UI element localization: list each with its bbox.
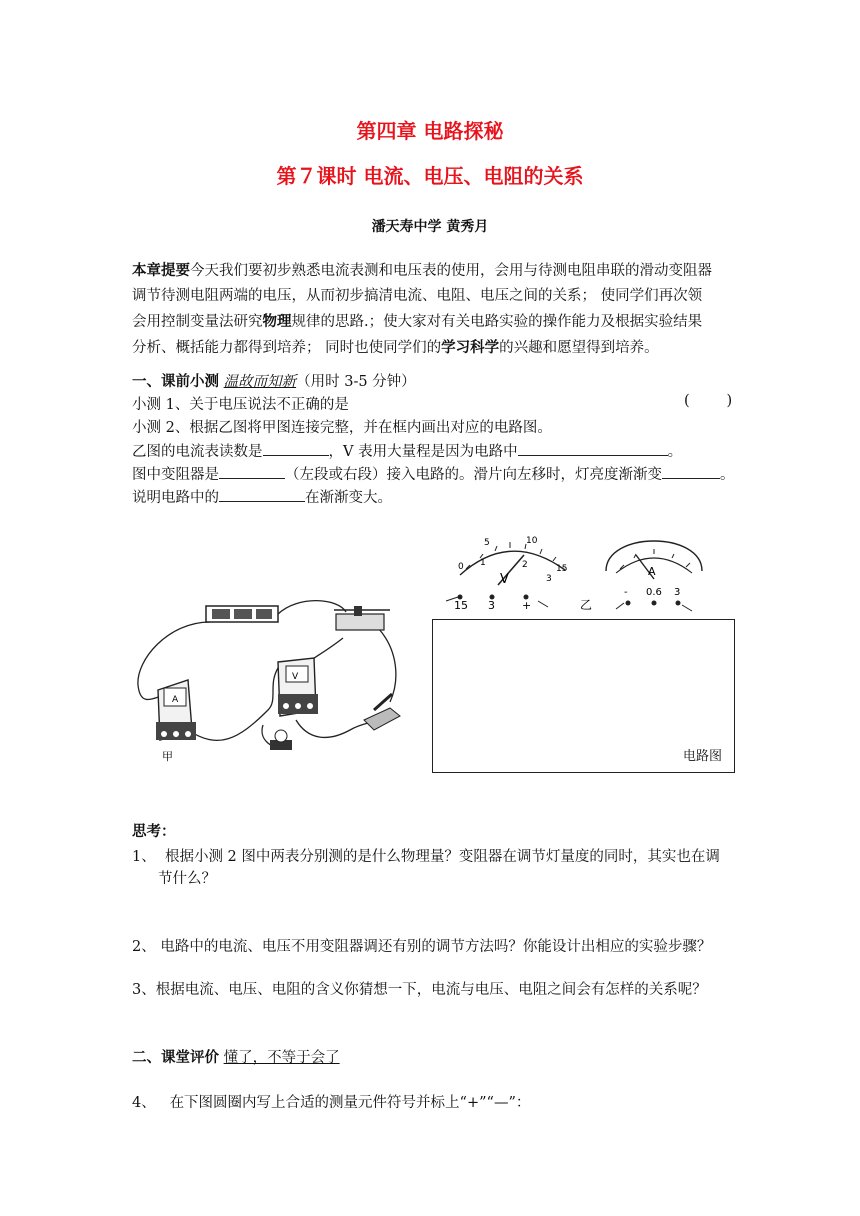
q4-text: 图中变阻器是: [132, 467, 219, 483]
voltmeter-terminal: +: [522, 599, 532, 612]
answer-blank[interactable]: [263, 439, 329, 456]
q5-text: 在渐渐变大。: [305, 490, 392, 506]
q3-text: 。: [667, 444, 683, 460]
q4-text: 在下图圆圈内写上合适的测量元件符号并标上“+”“—”：: [169, 1095, 531, 1111]
summary-line: 今天我们要初步熟悉电流表测和电压表的使用，会用与待测电阻串联的滑动变阻器: [190, 263, 712, 279]
answer-blank[interactable]: [662, 462, 720, 479]
think-q3: 3、根据电流、电压、电阻的含义你猜想一下，电流与电压、电阻之间会有怎样的关系呢？: [132, 982, 707, 998]
summary-text: 会用控制变量法研究: [132, 314, 263, 330]
bulb-device: [270, 730, 292, 750]
quiz-q1: 小测 1、关于电压说法不正确的是: [132, 397, 349, 413]
ammeter-symbol: A: [648, 565, 656, 578]
think-q1-number: 1、: [132, 849, 156, 865]
ammeter-terminal: 0.6: [646, 587, 662, 598]
summary-bold: 物理: [262, 313, 292, 330]
voltmeter-tick: 0: [458, 562, 464, 572]
yi-label: 乙: [580, 598, 593, 612]
chapter-summary: [132, 258, 732, 361]
answer-blank[interactable]: [518, 439, 668, 456]
section2-heading-row: [132, 1046, 340, 1067]
q4-text: 。: [720, 467, 735, 483]
rheostat: [334, 606, 390, 630]
section1-slogan: 温故而知新: [223, 374, 297, 390]
summary-text: 分析、概括能力都得到培养； 同时也使同学们的: [132, 340, 442, 356]
voltmeter-tick: 1: [480, 558, 486, 568]
summary-text: 的兴趣和愿望得到培养。: [499, 340, 659, 356]
voltmeter-terminal: 15: [454, 599, 468, 612]
voltmeter-device: [278, 658, 318, 716]
q3-text: ，V 表用大量程是因为电路中: [328, 444, 518, 460]
section1-heading-row: [132, 370, 416, 391]
circuit-diagram-box[interactable]: [432, 619, 735, 773]
section1-heading: 一、课前小测: [132, 373, 219, 390]
section2-heading: 二、课堂评价: [132, 1049, 219, 1066]
section2-q4: [132, 1091, 530, 1112]
q5-text: 说明电路中的: [132, 490, 219, 506]
author-line: 潘天寿中学 黄秀月: [371, 219, 489, 235]
lesson-title: 第７课时 电流、电压、电阻的关系: [276, 164, 584, 188]
summary-text: 规律的思路.；使大家对有关电路实验的操作能力及根据实验结果: [291, 314, 703, 330]
svg-text:V: V: [292, 672, 299, 682]
ammeter-dial: [606, 541, 702, 611]
q4-number: 4、: [132, 1095, 156, 1111]
quiz-q5: [132, 485, 392, 507]
ammeter-device: [156, 680, 196, 740]
switch-device: [364, 694, 400, 730]
q4-text: （左段或右段）接入电路的。滑片向左移时，灯亮度渐渐变: [285, 467, 662, 483]
svg-text:A: A: [172, 695, 179, 705]
answer-blank[interactable]: [219, 485, 305, 502]
quiz-q4: [132, 462, 735, 484]
think-q1: [132, 845, 720, 866]
answer-blank[interactable]: [219, 462, 285, 479]
think-q1-text: 根据小测 2 图中两表分别测的是什么物理量？变阻器在调节灯量度的同时，其实也在调: [164, 849, 720, 865]
think-q2: 2、 电路中的电流、电压不用变阻器调还有别的调节方法吗？你能设计出相应的实验步骤？: [132, 939, 712, 955]
voltmeter-symbol: V: [500, 572, 509, 587]
think-heading: 思考：: [132, 823, 176, 840]
jia-label: 甲: [162, 750, 173, 763]
voltmeter-tick: 2: [522, 560, 528, 570]
summary-label: 本章提要: [132, 262, 190, 279]
quiz-q2: 小测 2、根据乙图将甲图连接完整，并在框内画出对应的电路图。: [132, 420, 552, 436]
voltmeter-tick: 5: [484, 538, 490, 548]
battery-pack: [206, 606, 278, 622]
quiz-q3: [132, 439, 682, 461]
summary-bold: 学习科学: [441, 339, 500, 356]
chapter-title: 第四章 电路探秘: [356, 119, 504, 143]
voltmeter-tick: 10: [526, 536, 538, 546]
answer-parens: ( ): [684, 393, 733, 409]
meters-yi: [440, 525, 740, 615]
circuit-box-label: 电路图: [682, 749, 722, 764]
ammeter-terminal: -: [624, 587, 628, 598]
summary-line: 调节待测电阻两端的电压，从而初步搞清电流、电阻、电压之间的关系； 使同学们再次领: [132, 288, 703, 304]
voltmeter-tick: 3: [546, 574, 552, 584]
voltmeter-tick: 15: [556, 564, 568, 574]
ammeter-terminal: 3: [674, 587, 681, 598]
section1-time: （用时 3-5 分钟）: [296, 374, 416, 390]
voltmeter-terminal: 3: [488, 599, 495, 612]
voltmeter-dial: [446, 536, 567, 612]
think-q1-cont: 节什么？: [158, 871, 216, 887]
circuit-photo-jia: [128, 590, 418, 780]
q3-text: 乙图的电流表读数是: [132, 444, 263, 460]
section2-slogan: 懂了，不等于会了: [223, 1050, 340, 1066]
